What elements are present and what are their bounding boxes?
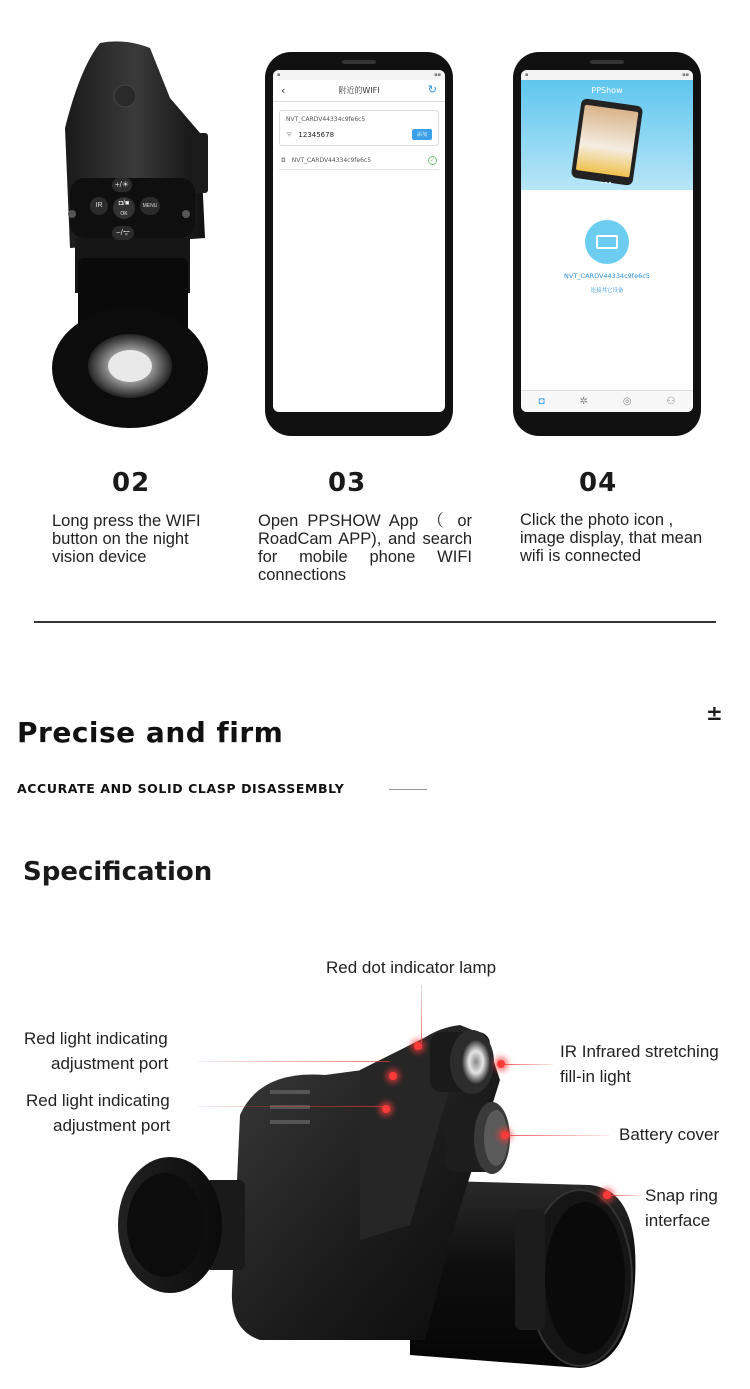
phone-screen bbox=[273, 70, 445, 412]
adjust-port-1-label bbox=[24, 1026, 194, 1076]
phone-speaker bbox=[590, 60, 624, 64]
carousel-dots: ••• bbox=[600, 181, 614, 187]
check-icon: ✓ bbox=[429, 157, 436, 164]
spec-title: Specification bbox=[23, 857, 213, 887]
section-title: Precise and firm bbox=[17, 716, 284, 749]
phone-wifi-screenshot bbox=[265, 52, 453, 436]
adjust-port-1-leader bbox=[198, 1061, 390, 1062]
minus-wifi-button bbox=[112, 226, 134, 240]
ppshow-title: PPShow bbox=[591, 86, 623, 95]
menu-button-label: MENU bbox=[142, 203, 158, 209]
ok-button-icon: ◘/■ bbox=[118, 200, 130, 207]
wifi-connect-card bbox=[279, 110, 439, 146]
banner-phone-image bbox=[571, 98, 644, 186]
status-bar: ▪ ▪▪ bbox=[273, 70, 445, 80]
red-dot-lamp-marker bbox=[414, 1042, 422, 1050]
media-tab-icon: ◎ bbox=[622, 396, 632, 407]
step-number-02: 02 bbox=[112, 468, 151, 498]
snap-ring-marker bbox=[603, 1191, 611, 1199]
plus-button-label: +/☀ bbox=[114, 180, 130, 189]
adjust-port-2-leader bbox=[198, 1106, 383, 1107]
step-text-03: Open PPSHOW App （ or RoadCam APP), and search for mobile phone WIFI connections bbox=[258, 512, 472, 584]
wifi-network-name: NVT_CARDV44334c9fe6c5 bbox=[286, 116, 366, 123]
snap-ring-line2: interface bbox=[645, 1211, 711, 1230]
step-text-02: Long press the WIFI button on the night vision device bbox=[52, 512, 201, 566]
red-dot-lamp-label: Red dot indicator lamp bbox=[326, 958, 497, 977]
minus-wifi-button-label: −/ᯤ bbox=[115, 228, 131, 237]
aperture-tab-icon: ✲ bbox=[579, 396, 588, 407]
wifi-title: 附近的WIFI bbox=[338, 86, 380, 95]
adjust-port-2-line2: adjustment port bbox=[53, 1116, 171, 1135]
section-divider bbox=[34, 621, 716, 623]
adjust-port-2-label bbox=[26, 1088, 196, 1138]
ok-button-label: OK bbox=[120, 211, 128, 217]
wifi-password: 12345678 bbox=[298, 130, 335, 139]
section-subtitle: ACCURATE AND SOLID CLASP DISASSEMBLY bbox=[17, 781, 345, 796]
adjust-port-1-marker bbox=[389, 1072, 397, 1080]
plus-minus-icon: ± bbox=[706, 701, 723, 725]
subtitle-rule bbox=[389, 789, 427, 790]
ir-light-line1: IR Infrared stretching bbox=[560, 1042, 719, 1061]
ppshow-tab-bar bbox=[521, 390, 693, 412]
wifi-icon: ᯤ bbox=[286, 130, 293, 138]
wifi-list-item-name: NVT_CARDV44334c9fe6c5 bbox=[291, 157, 372, 164]
snap-ring-leader bbox=[611, 1195, 641, 1196]
back-arrow-icon: ‹ bbox=[281, 84, 286, 97]
ir-light-label bbox=[560, 1039, 745, 1089]
plus-button bbox=[112, 178, 132, 192]
battery-cover-leader bbox=[509, 1135, 609, 1136]
adjust-port-1-line1: Red light indicating bbox=[24, 1029, 168, 1048]
ir-light-marker bbox=[497, 1060, 505, 1068]
battery-cover-label: Battery cover bbox=[619, 1125, 720, 1144]
adjust-port-2-line1: Red light indicating bbox=[26, 1091, 170, 1110]
step-text-04: Click the photo icon , image display, that mean wifi is connected bbox=[520, 511, 703, 565]
connect-other-device-link: 连接其它设备 bbox=[590, 288, 624, 294]
status-bar: ▪ ▪▪ bbox=[521, 70, 693, 80]
adjust-port-1-line2: adjustment port bbox=[51, 1054, 169, 1073]
phone-speaker bbox=[342, 60, 376, 64]
battery-cover-marker bbox=[501, 1131, 509, 1139]
menu-button bbox=[140, 197, 160, 215]
ir-light-line2: fill-in light bbox=[560, 1067, 631, 1086]
wifi-header bbox=[273, 80, 445, 102]
step-number-04: 04 bbox=[579, 468, 618, 498]
adjust-port-2-marker bbox=[382, 1105, 390, 1113]
ok-button bbox=[113, 197, 135, 219]
phone-ppshow-screenshot bbox=[513, 52, 701, 436]
step-number-03: 03 bbox=[328, 468, 367, 498]
red-dot-lamp-leader bbox=[421, 985, 422, 1043]
user-tab-icon: ⚇ bbox=[666, 396, 676, 407]
camera-device-icon bbox=[585, 220, 629, 264]
snap-ring-label bbox=[645, 1183, 745, 1233]
add-button: 添加 bbox=[412, 129, 432, 140]
camera-tab-icon: ◘ bbox=[538, 396, 545, 407]
snap-ring-line1: Snap ring bbox=[645, 1186, 718, 1205]
wifi-list-item bbox=[279, 152, 439, 170]
camera-icon: ◘ bbox=[281, 157, 286, 164]
refresh-icon: ↻ bbox=[427, 83, 437, 96]
phone-screen bbox=[521, 70, 693, 412]
ir-button-label: IR bbox=[95, 202, 103, 209]
ppshow-device-name: NVT_CARDV44334c9fe6c5 bbox=[564, 272, 650, 280]
ir-light-leader bbox=[505, 1064, 553, 1065]
ir-button bbox=[90, 197, 108, 215]
ppshow-banner bbox=[521, 80, 693, 190]
